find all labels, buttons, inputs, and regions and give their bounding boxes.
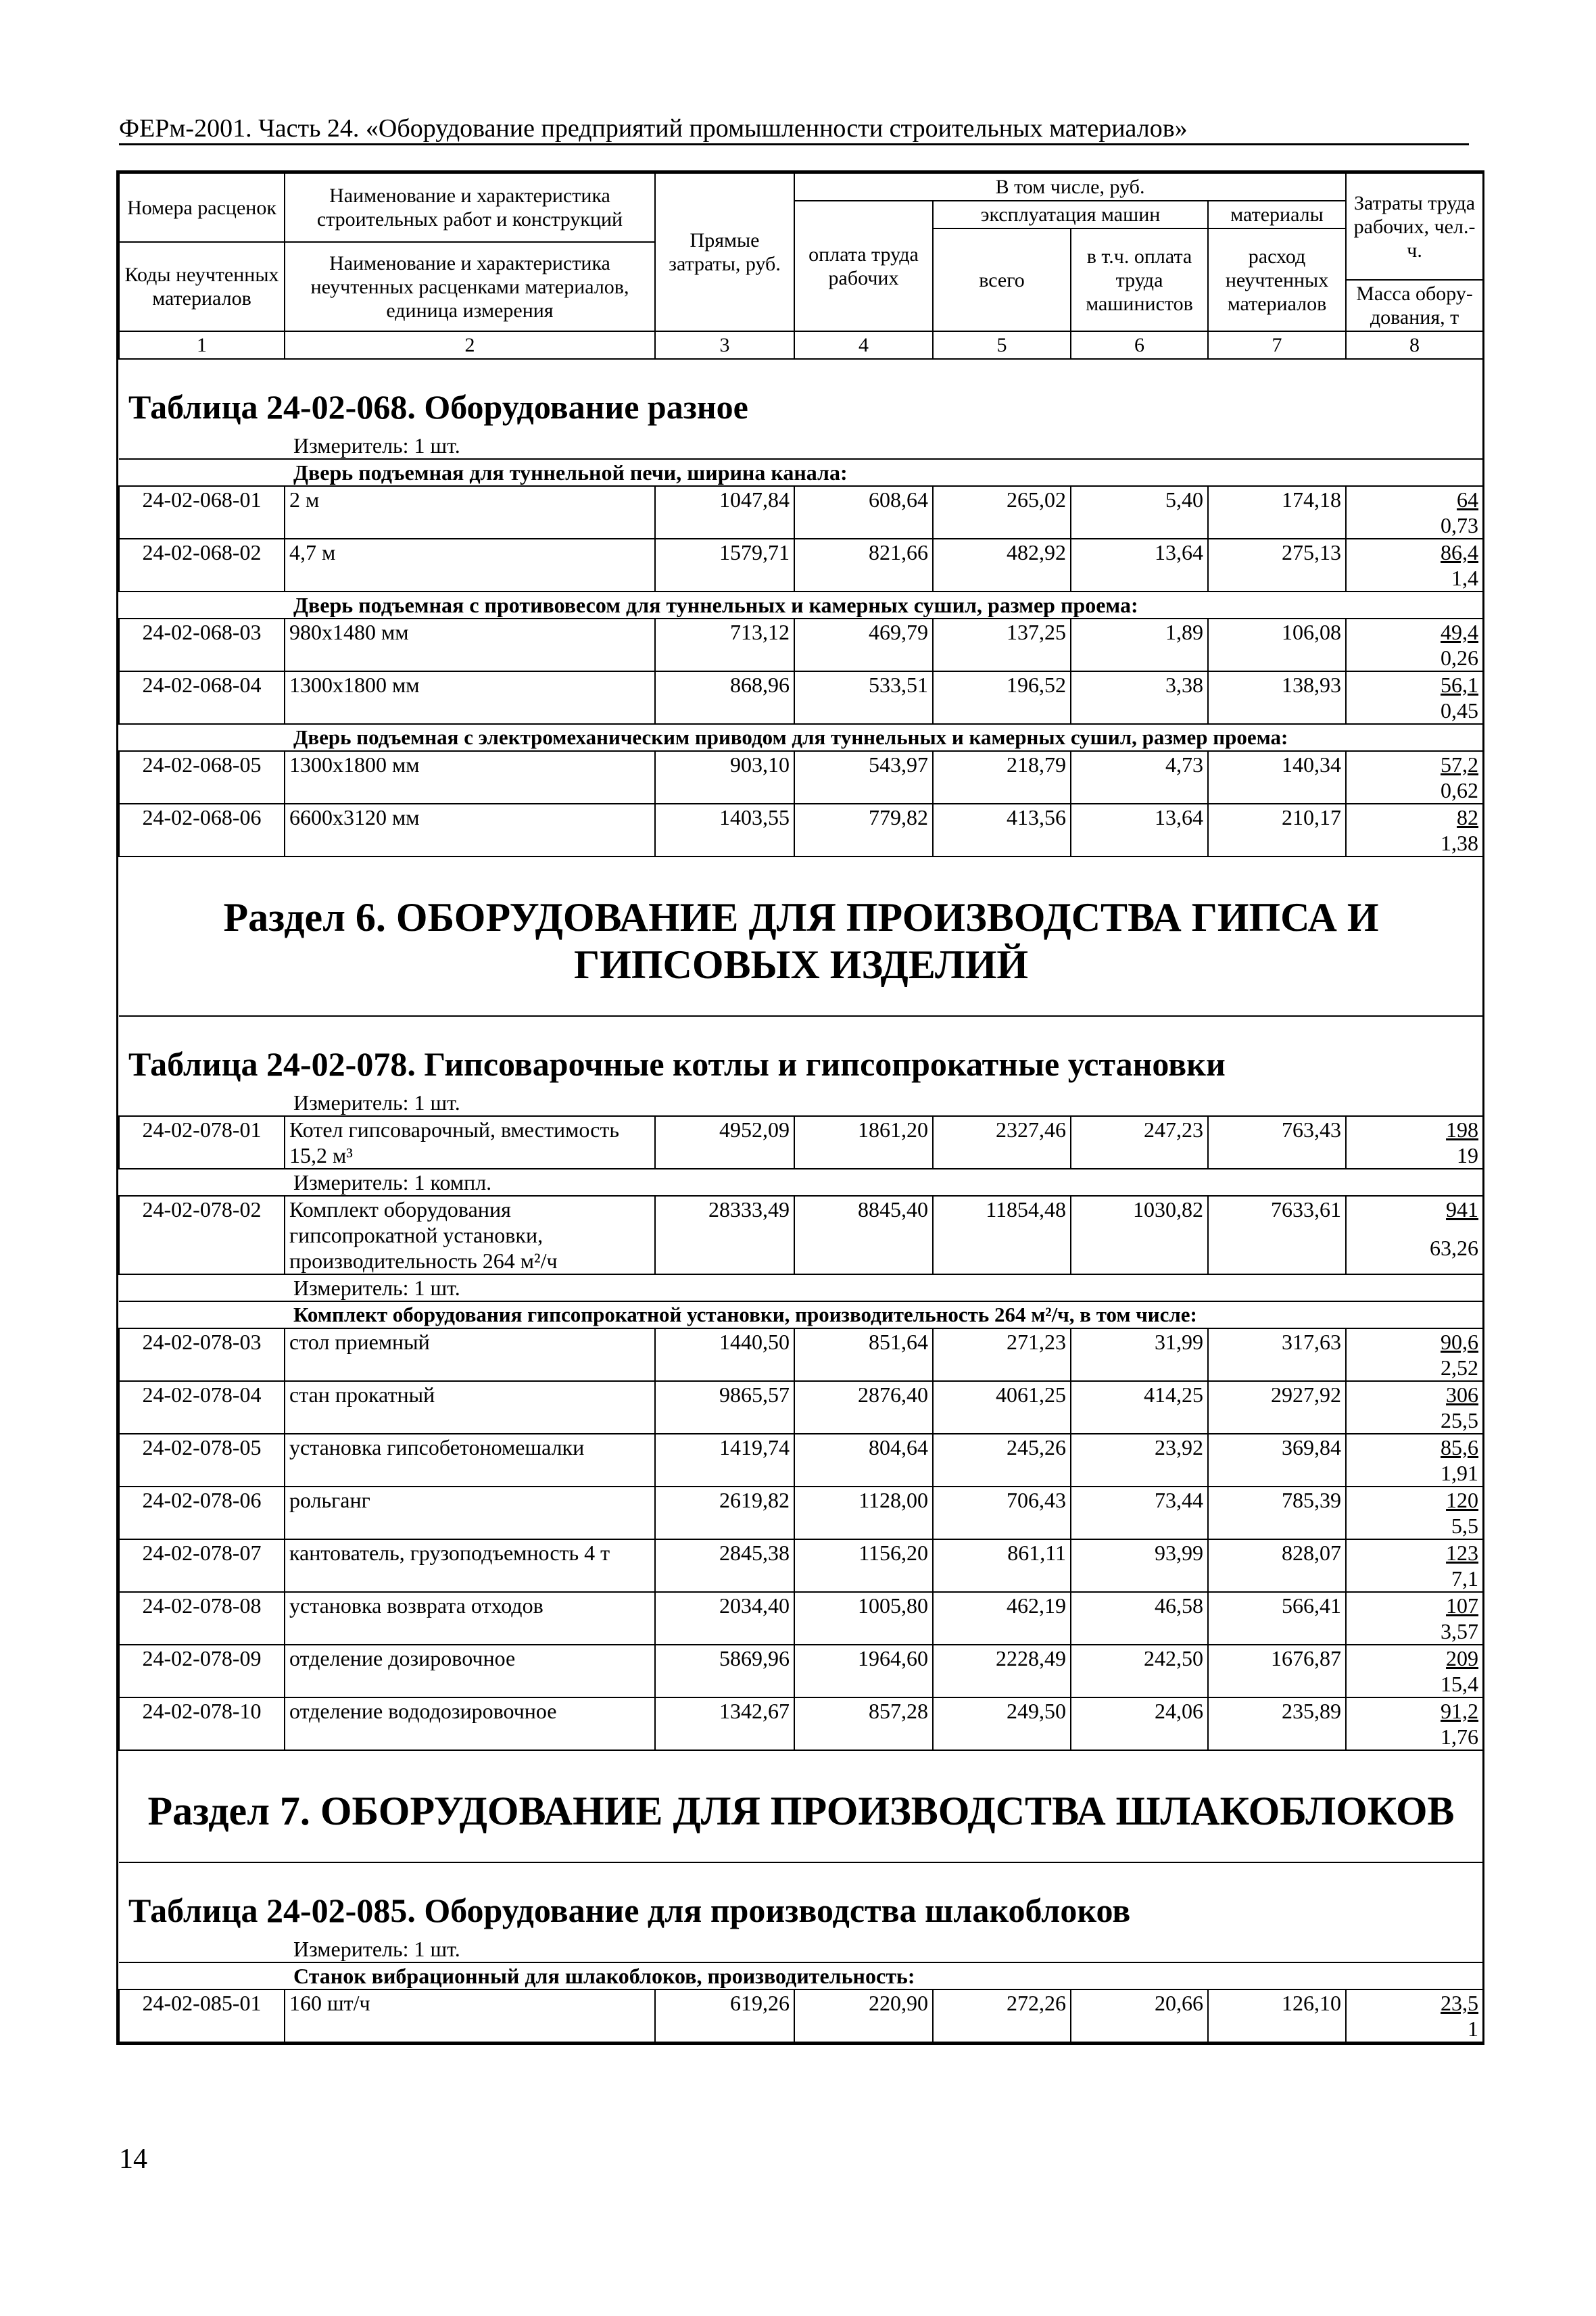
rate-name: 1300x1800 мм xyxy=(285,751,655,804)
rate-code: 24-02-068-01 xyxy=(119,486,285,539)
equipment-mass: 0,62 xyxy=(1346,777,1483,804)
rate-code: 24-02-078-01 xyxy=(119,1116,285,1169)
materials-cost: 1676,87 xyxy=(1208,1645,1346,1697)
table-row xyxy=(119,751,1483,777)
rate-name: 1300x1800 мм xyxy=(285,671,655,724)
equipment-mass: 19 xyxy=(1346,1142,1483,1169)
equipment-mass: 25,5 xyxy=(1346,1407,1483,1434)
machines-total: 2228,49 xyxy=(933,1645,1071,1697)
labor-cost-value: 209 xyxy=(1446,1646,1479,1670)
rate-code: 24-02-078-04 xyxy=(119,1381,285,1434)
column-number: 4 xyxy=(794,331,933,359)
rate-name: отделение дозировочное xyxy=(285,1645,655,1697)
table-row xyxy=(119,804,1483,830)
equipment-mass: 2,52 xyxy=(1346,1355,1483,1381)
table-row xyxy=(119,1434,1483,1460)
rate-code: 24-02-078-10 xyxy=(119,1697,285,1750)
worker-pay: 1964,60 xyxy=(794,1645,933,1697)
col-header-name-materials: Наименование и характеристика неучтенных расценками материалов, единица измерения xyxy=(285,242,655,331)
operators-pay: 3,38 xyxy=(1071,671,1208,724)
machines-total: 706,43 xyxy=(933,1487,1071,1539)
worker-pay: 608,64 xyxy=(794,486,933,539)
group-heading: Дверь подъемная с противовесом для туннельных и камерных сушил, размер проема: xyxy=(119,592,1483,619)
meas-row xyxy=(119,1169,1483,1196)
labor-cost xyxy=(1346,1328,1483,1355)
labor-cost xyxy=(1346,1434,1483,1460)
col-header-codes: Коды неучтенных материалов xyxy=(119,242,285,331)
table-row xyxy=(119,486,1483,512)
section-heading: Раздел 7. ОБОРУДОВАНИЕ ДЛЯ ПРОИЗВОДСТВА ШЛАКОБЛОКОВ xyxy=(119,1750,1483,1862)
group-row xyxy=(119,1962,1483,1989)
machines-total: 218,79 xyxy=(933,751,1071,804)
direct-costs: 5869,96 xyxy=(655,1645,794,1697)
worker-pay: 8845,40 xyxy=(794,1196,933,1274)
group2-row xyxy=(119,724,1483,751)
rate-code: 24-02-068-06 xyxy=(119,804,285,857)
machines-total: 265,02 xyxy=(933,486,1071,539)
machines-total: 137,25 xyxy=(933,619,1071,671)
labor-cost-value: 198 xyxy=(1446,1117,1479,1142)
measure-unit: Измеритель: 1 шт. xyxy=(293,1937,460,1961)
rate-name: рольганг xyxy=(285,1487,655,1539)
machines-total: 196,52 xyxy=(933,671,1071,724)
direct-costs: 1342,67 xyxy=(655,1697,794,1750)
direct-costs: 868,96 xyxy=(655,671,794,724)
column-number: 3 xyxy=(655,331,794,359)
col-header-direct-costs: Прямые затраты, руб. xyxy=(655,173,794,331)
materials-cost: 106,08 xyxy=(1208,619,1346,671)
column-number: 1 xyxy=(119,331,285,359)
group-heading: Дверь подъемная для туннельной печи, ширина канала: xyxy=(119,459,1483,486)
table-row xyxy=(119,1328,1483,1355)
materials-cost: 275,13 xyxy=(1208,539,1346,592)
labor-cost-value: 941 xyxy=(1446,1197,1479,1222)
labor-cost xyxy=(1346,1116,1483,1142)
worker-pay: 2876,40 xyxy=(794,1381,933,1434)
col-header-total: всего xyxy=(933,228,1071,331)
rate-name: 2 м xyxy=(285,486,655,539)
group-row xyxy=(119,592,1483,619)
operators-pay: 93,99 xyxy=(1071,1539,1208,1592)
group-heading: Станок вибрационный для шлакоблоков, производительность: xyxy=(119,1962,1483,1989)
direct-costs: 713,12 xyxy=(655,619,794,671)
operators-pay: 5,40 xyxy=(1071,486,1208,539)
table-row xyxy=(119,619,1483,645)
machines-total: 4061,25 xyxy=(933,1381,1071,1434)
machines-total: 462,19 xyxy=(933,1592,1071,1645)
materials-cost: 785,39 xyxy=(1208,1487,1346,1539)
rate-name: 980x1480 мм xyxy=(285,619,655,671)
labor-cost-value: 85,6 xyxy=(1441,1435,1479,1459)
equipment-mass: 7,1 xyxy=(1346,1566,1483,1592)
worker-pay: 779,82 xyxy=(794,804,933,857)
col-header-operators-pay: в т.ч. оплата труда машинистов xyxy=(1071,228,1208,331)
labor-cost xyxy=(1346,751,1483,777)
col-header-equipment-mass: Масса обору-дования, т xyxy=(1346,280,1483,331)
operators-pay: 24,06 xyxy=(1071,1697,1208,1750)
labor-cost-value: 49,4 xyxy=(1441,620,1479,644)
direct-costs: 1579,71 xyxy=(655,539,794,592)
operators-pay: 73,44 xyxy=(1071,1487,1208,1539)
title-row xyxy=(119,1016,1483,1090)
rate-code: 24-02-068-04 xyxy=(119,671,285,724)
section-row xyxy=(119,857,1483,1016)
direct-costs: 28333,49 xyxy=(655,1196,794,1274)
direct-costs: 2619,82 xyxy=(655,1487,794,1539)
equipment-mass: 1,38 xyxy=(1346,830,1483,857)
labor-cost xyxy=(1346,671,1483,698)
worker-pay: 1861,20 xyxy=(794,1116,933,1169)
table-row xyxy=(119,539,1483,565)
materials-cost: 369,84 xyxy=(1208,1434,1346,1487)
operators-pay: 242,50 xyxy=(1071,1645,1208,1697)
table-row xyxy=(119,1989,1483,2016)
materials-cost: 317,63 xyxy=(1208,1328,1346,1381)
rate-name: 160 шт/ч xyxy=(285,1989,655,2042)
column-number: 8 xyxy=(1346,331,1483,359)
rate-code: 24-02-068-03 xyxy=(119,619,285,671)
column-number: 2 xyxy=(285,331,655,359)
operators-pay: 4,73 xyxy=(1071,751,1208,804)
rate-name: отделение вододозировочное xyxy=(285,1697,655,1750)
rate-name: стол приемный xyxy=(285,1328,655,1381)
equipment-mass: 1 xyxy=(1346,2016,1483,2042)
col-header-materials: материалы xyxy=(1208,201,1346,228)
machines-total: 272,26 xyxy=(933,1989,1071,2042)
table-row xyxy=(119,1116,1483,1142)
rate-code: 24-02-078-03 xyxy=(119,1328,285,1381)
labor-cost xyxy=(1346,619,1483,645)
group2-row xyxy=(119,1301,1483,1328)
materials-cost: 140,34 xyxy=(1208,751,1346,804)
equipment-mass: 63,26 xyxy=(1346,1235,1483,1274)
table-row xyxy=(119,1381,1483,1407)
equipment-mass: 15,4 xyxy=(1346,1671,1483,1697)
operators-pay: 46,58 xyxy=(1071,1592,1208,1645)
labor-cost-value: 91,2 xyxy=(1441,1699,1479,1723)
equipment-mass: 0,45 xyxy=(1346,698,1483,724)
worker-pay: 821,66 xyxy=(794,539,933,592)
labor-cost-value: 23,5 xyxy=(1441,1991,1479,2015)
table-title: Таблица 24-02-068. Оборудование разное xyxy=(119,359,1483,433)
table-title: Таблица 24-02-078. Гипсоварочные котлы и гипсопрокатные установки xyxy=(119,1016,1483,1090)
machines-total: 482,92 xyxy=(933,539,1071,592)
measure-unit: Измеритель: 1 шт. xyxy=(293,433,460,458)
table-row xyxy=(119,671,1483,698)
labor-cost-value: 57,2 xyxy=(1441,752,1479,777)
equipment-mass: 0,73 xyxy=(1346,512,1483,539)
machines-total: 2327,46 xyxy=(933,1116,1071,1169)
direct-costs: 2845,38 xyxy=(655,1539,794,1592)
worker-pay: 1156,20 xyxy=(794,1539,933,1592)
operators-pay: 13,64 xyxy=(1071,539,1208,592)
table-row xyxy=(119,1539,1483,1566)
column-number: 7 xyxy=(1208,331,1346,359)
equipment-mass: 3,57 xyxy=(1346,1618,1483,1645)
direct-costs: 9865,57 xyxy=(655,1381,794,1434)
column-number: 5 xyxy=(933,331,1071,359)
machines-total: 245,26 xyxy=(933,1434,1071,1487)
rate-code: 24-02-078-05 xyxy=(119,1434,285,1487)
worker-pay: 1005,80 xyxy=(794,1592,933,1645)
measure-unit: Измеритель: 1 компл. xyxy=(293,1170,492,1195)
direct-costs: 903,10 xyxy=(655,751,794,804)
machines-total: 249,50 xyxy=(933,1697,1071,1750)
worker-pay: 533,51 xyxy=(794,671,933,724)
machines-total: 271,23 xyxy=(933,1328,1071,1381)
equipment-mass: 1,76 xyxy=(1346,1724,1483,1750)
operators-pay: 20,66 xyxy=(1071,1989,1208,2042)
direct-costs: 1440,50 xyxy=(655,1328,794,1381)
worker-pay: 543,97 xyxy=(794,751,933,804)
operators-pay: 31,99 xyxy=(1071,1328,1208,1381)
table-row xyxy=(119,1645,1483,1671)
materials-cost: 7633,61 xyxy=(1208,1196,1346,1274)
labor-cost-value: 90,6 xyxy=(1441,1330,1479,1354)
labor-cost-value: 86,4 xyxy=(1441,540,1479,564)
equipment-mass: 1,91 xyxy=(1346,1460,1483,1487)
rate-code: 24-02-078-06 xyxy=(119,1487,285,1539)
labor-cost xyxy=(1346,1487,1483,1513)
meas-row xyxy=(119,1274,1483,1301)
col-header-labor: Затраты труда рабочих, чел.-ч. xyxy=(1346,173,1483,280)
rate-name: 4,7 м xyxy=(285,539,655,592)
rates-table-frame xyxy=(116,170,1484,2045)
rate-code: 24-02-078-02 xyxy=(119,1196,285,1274)
measure-unit: Измеритель: 1 шт. xyxy=(293,1090,460,1115)
labor-cost xyxy=(1346,486,1483,512)
col-header-name-works: Наименование и характеристика строительных работ и конструкций xyxy=(285,173,655,242)
machines-total: 11854,48 xyxy=(933,1196,1071,1274)
materials-cost: 210,17 xyxy=(1208,804,1346,857)
table-row xyxy=(119,1196,1483,1235)
rate-code: 24-02-078-07 xyxy=(119,1539,285,1592)
materials-cost: 828,07 xyxy=(1208,1539,1346,1592)
rate-code: 24-02-078-08 xyxy=(119,1592,285,1645)
meas-row xyxy=(119,433,1483,459)
worker-pay: 469,79 xyxy=(794,619,933,671)
labor-cost-value: 306 xyxy=(1446,1382,1479,1407)
labor-cost xyxy=(1346,1592,1483,1618)
operators-pay: 247,23 xyxy=(1071,1116,1208,1169)
table-row xyxy=(119,1697,1483,1724)
worker-pay: 857,28 xyxy=(794,1697,933,1750)
worker-pay: 1128,00 xyxy=(794,1487,933,1539)
section-heading: Раздел 6. ОБОРУДОВАНИЕ ДЛЯ ПРОИЗВОДСТВА ГИПСА И ГИПСОВЫХ ИЗДЕЛИЙ xyxy=(119,857,1483,1016)
meas-row xyxy=(119,1936,1483,1962)
direct-costs: 2034,40 xyxy=(655,1592,794,1645)
table-row xyxy=(119,1592,1483,1618)
worker-pay: 851,64 xyxy=(794,1328,933,1381)
materials-cost: 174,18 xyxy=(1208,486,1346,539)
labor-cost xyxy=(1346,1989,1483,2016)
column-number: 6 xyxy=(1071,331,1208,359)
page-number: 14 xyxy=(119,2144,147,2175)
materials-cost: 763,43 xyxy=(1208,1116,1346,1169)
materials-cost: 566,41 xyxy=(1208,1592,1346,1645)
table-title: Таблица 24-02-085. Оборудование для производства шлакоблоков xyxy=(119,1862,1483,1936)
rate-name: 6600x3120 мм xyxy=(285,804,655,857)
running-header: ФЕРм-2001. Часть 24. «Оборудование предприятий промышленности строительных материалов» xyxy=(119,114,1469,145)
machines-total: 413,56 xyxy=(933,804,1071,857)
operators-pay: 13,64 xyxy=(1071,804,1208,857)
rate-name: стан прокатный xyxy=(285,1381,655,1434)
labor-cost-value: 56,1 xyxy=(1441,673,1479,697)
group-heading: Комплект оборудования гипсопрокатной установки, производительность 264 м²/ч, в том числе: xyxy=(119,1301,1483,1328)
worker-pay: 220,90 xyxy=(794,1989,933,2042)
labor-cost xyxy=(1346,1196,1483,1235)
labor-cost-value: 120 xyxy=(1446,1488,1479,1512)
group-row xyxy=(119,459,1483,486)
column-number-row xyxy=(119,331,1483,359)
col-header-worker-pay: оплата труда рабочих xyxy=(794,201,933,331)
operators-pay: 414,25 xyxy=(1071,1381,1208,1434)
group-heading: Дверь подъемная с электромеханическим приводом для туннельных и камерных сушил, размер проема: xyxy=(119,724,1483,751)
operators-pay: 23,92 xyxy=(1071,1434,1208,1487)
section-row xyxy=(119,1750,1483,1862)
materials-cost: 235,89 xyxy=(1208,1697,1346,1750)
col-header-unaccounted-materials: расход неучтенных материалов xyxy=(1208,228,1346,331)
direct-costs: 1403,55 xyxy=(655,804,794,857)
equipment-mass: 1,4 xyxy=(1346,565,1483,592)
rate-name: установка возврата отходов xyxy=(285,1592,655,1645)
materials-cost: 138,93 xyxy=(1208,671,1346,724)
rate-name: кантователь, грузоподъемность 4 т xyxy=(285,1539,655,1592)
labor-cost xyxy=(1346,539,1483,565)
rate-name: установка гипсобетономешалки xyxy=(285,1434,655,1487)
col-header-machines: эксплуатация машин xyxy=(933,201,1208,228)
operators-pay: 1,89 xyxy=(1071,619,1208,671)
rate-code: 24-02-078-09 xyxy=(119,1645,285,1697)
rate-code: 24-02-085-01 xyxy=(119,1989,285,2042)
direct-costs: 1047,84 xyxy=(655,486,794,539)
labor-cost xyxy=(1346,804,1483,830)
equipment-mass: 5,5 xyxy=(1346,1513,1483,1539)
materials-cost: 2927,92 xyxy=(1208,1381,1346,1434)
table-row xyxy=(119,1487,1483,1513)
equipment-mass: 0,26 xyxy=(1346,645,1483,671)
title-row xyxy=(119,359,1483,433)
materials-cost: 126,10 xyxy=(1208,1989,1346,2042)
labor-cost-value: 123 xyxy=(1446,1541,1479,1565)
labor-cost-value: 64 xyxy=(1457,487,1479,512)
col-header-nomera: Номера расценок xyxy=(119,173,285,242)
direct-costs: 1419,74 xyxy=(655,1434,794,1487)
labor-cost-value: 82 xyxy=(1457,805,1479,829)
rate-code: 24-02-068-02 xyxy=(119,539,285,592)
col-header-including: В том числе, руб. xyxy=(794,173,1346,201)
direct-costs: 619,26 xyxy=(655,1989,794,2042)
meas-row xyxy=(119,1090,1483,1116)
worker-pay: 804,64 xyxy=(794,1434,933,1487)
machines-total: 861,11 xyxy=(933,1539,1071,1592)
title-row xyxy=(119,1862,1483,1936)
operators-pay: 1030,82 xyxy=(1071,1196,1208,1274)
rate-name: Комплект оборудования гипсопрокатной установки, производительность 264 м²/ч xyxy=(285,1196,655,1274)
labor-cost xyxy=(1346,1381,1483,1407)
rates-table xyxy=(118,172,1484,2043)
labor-cost xyxy=(1346,1539,1483,1566)
labor-cost xyxy=(1346,1697,1483,1724)
measure-unit: Измеритель: 1 шт. xyxy=(293,1276,460,1300)
rate-code: 24-02-068-05 xyxy=(119,751,285,804)
labor-cost xyxy=(1346,1645,1483,1671)
direct-costs: 4952,09 xyxy=(655,1116,794,1169)
labor-cost-value: 107 xyxy=(1446,1593,1479,1618)
rate-name: Котел гипсоварочный, вместимость 15,2 м³ xyxy=(285,1116,655,1169)
